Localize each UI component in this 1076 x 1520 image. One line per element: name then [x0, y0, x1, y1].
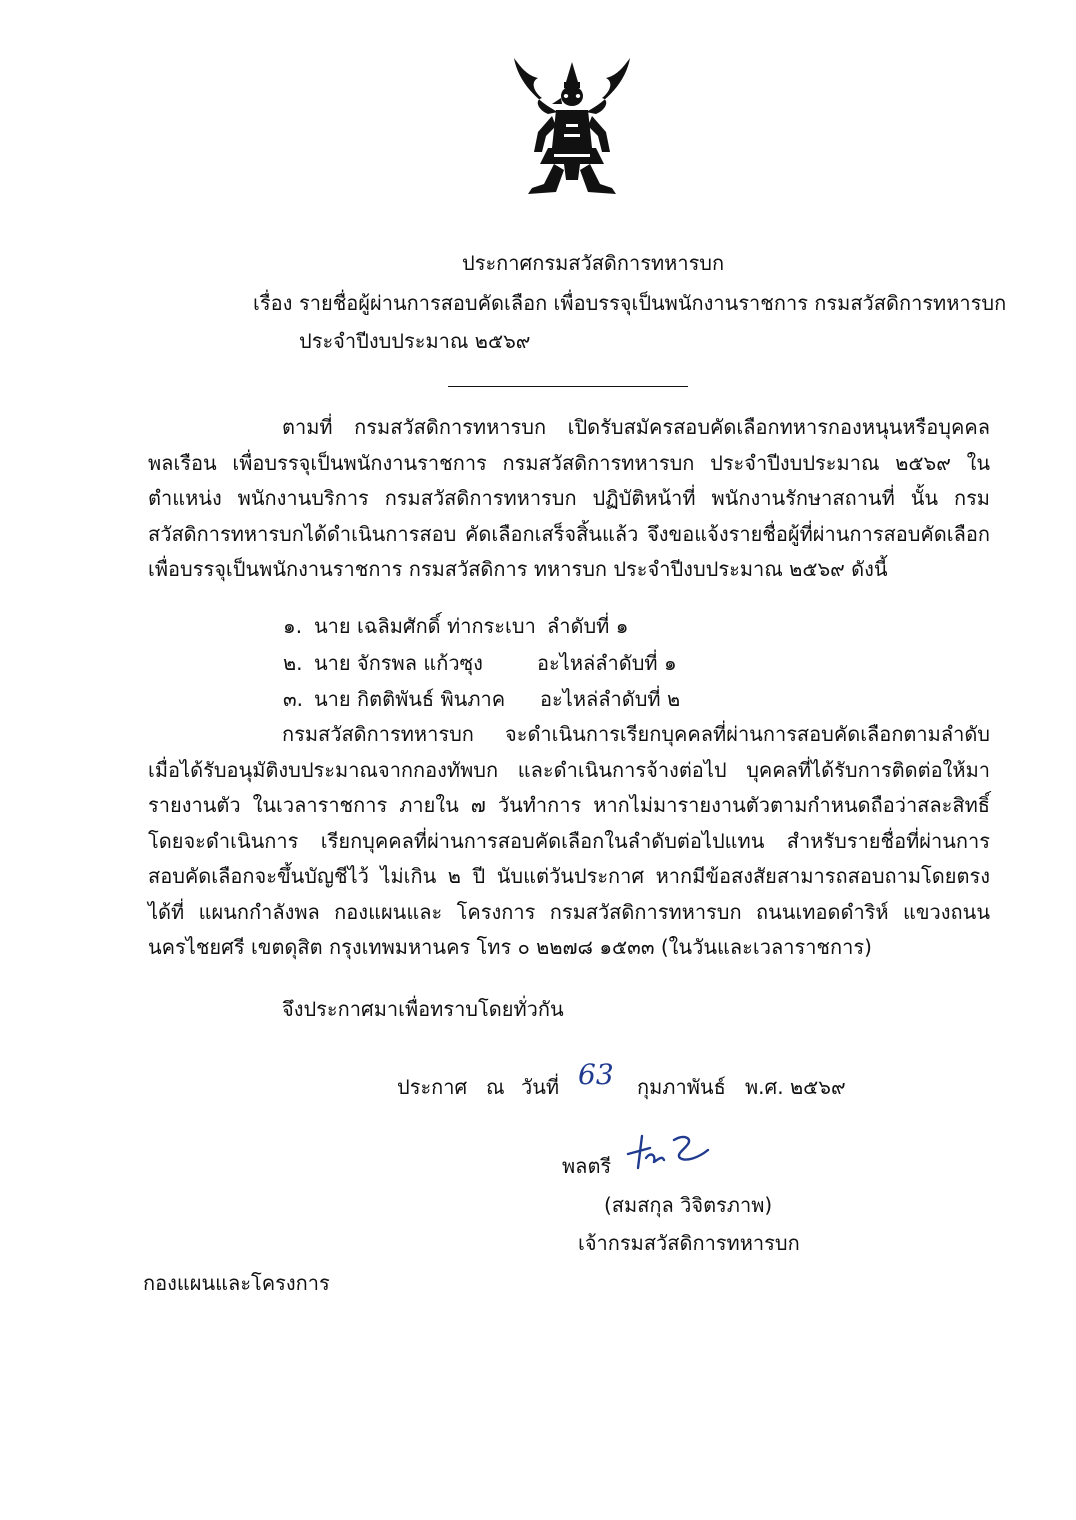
heading-divider [448, 386, 688, 387]
body-paragraph-1: ตามที่ กรมสวัสดิการทหารบก เปิดรับสมัครสอบคัดเลือกทหารกองหนุนหรือบุคคลพลเรือน เพื่อบรรจุเป็นพนักงานราชการ กรมสวัสดิการทหารบก ประจำปีงบประมาณ ๒๕๖๙ ในตำแหน่ง พนักงานบริการ กรมสวัสดิการทหารบก ปฏิบัติหน้าที่ พนักงานรักษาสถานที่ นั้น กรมสวัสดิการทหารบกได้ดำเนินการสอบ คัดเลือกเสร็จสิ้นแล้ว จึงขอแจ้งรายชื่อผู้ที่ผ่านการสอบคัดเลือก เพื่อบรรจุเป็นพนักงานราชการ กรมสวัสดิการ ทหารบก ประจำปีงบประมาณ ๒๕๖๙ ดังนี้ [148, 415, 990, 581]
closing-line: จึงประกาศมาเพื่อทราบโดยทั่วกัน [282, 997, 564, 1021]
signatory-position: เจ้ากรมสวัสดิการทหารบก [578, 1231, 800, 1255]
candidate-1-rank: ลำดับที่ ๑ [547, 614, 629, 638]
announce-prefix: ประกาศ [397, 1075, 468, 1099]
candidate-1-name: นาย เฉลิมศักดิ์ ท่ากระเบา [314, 614, 536, 638]
candidate-1-number: ๑. [283, 614, 303, 638]
signatory-name: (สมสกุล วิจิตรภาพ) [604, 1193, 773, 1217]
handwritten-signature [622, 1128, 714, 1174]
date-year: พ.ศ. ๒๕๖๙ [745, 1075, 846, 1099]
handwritten-day: 63 [578, 1058, 614, 1091]
date-month: กุมภาพันธ์ [637, 1075, 726, 1099]
candidate-3-rank: อะไหล่ลำดับที่ ๒ [540, 687, 681, 711]
candidate-2-name: นาย จักรพล แก้วซุง [314, 651, 483, 675]
subject-label: เรื่อง [253, 291, 293, 315]
announce-at: ณ [486, 1075, 505, 1099]
date-label: วันที่ [521, 1075, 560, 1099]
announcement-title: ประกาศกรมสวัสดิการทหารบก [462, 251, 725, 275]
candidate-3-name: นาย กิตติพันธ์ พินภาค [314, 687, 506, 711]
candidate-3-number: ๓. [283, 687, 304, 711]
subject-line-2: ประจำปีงบประมาณ ๒๕๖๙ [299, 329, 531, 353]
candidate-2-number: ๒. [283, 651, 303, 675]
subject-line-1: รายชื่อผู้ผ่านการสอบคัดเลือก เพื่อบรรจุเป็นพนักงานราชการ กรมสวัสดิการทหารบก [299, 291, 1007, 315]
body-paragraph-2: กรมสวัสดิการทหารบก จะดำเนินการเรียกบุคคลที่ผ่านการสอบคัดเลือกตามลำดับ เมื่อได้รับอนุมัติงบประมาณจากกองทัพบก และดำเนินการจ้างต่อไป บุคคลที่ได้รับการติดต่อให้มารายงานตัว ในเวลาราชการ ภายใน ๗ วันทำการ หากไม่มารายงานตัวตามกำหนดถือว่าสละสิทธิ์ โดยจะดำเนินการ เรียกบุคคลที่ผ่านการสอบคัดเลือกในลำดับต่อไปแทน สำหรับรายชื่อที่ผ่านการสอบคัดเลือกจะขึ้นบัญชีไว้ ไม่เกิน ๒ ปี นับแต่วันประกาศ หากมีข้อสงสัยสามารถสอบถามโดยตรงได้ที่ แผนกกำลังพล กองแผนและ โครงการ กรมสวัสดิการทหารบก ถนนเทอดดำริห์ แขวงถนนนครไชยศรี เขตดุสิต กรุงเทพมหานคร โทร ๐ ๒๒๗๘ ๑๕๓๓ (ในวันและเวลาราชการ) [148, 722, 990, 959]
candidate-2-rank: อะไหล่ลำดับที่ ๑ [537, 651, 677, 675]
issuing-department: กองแผนและโครงการ [143, 1271, 330, 1295]
signatory-rank: พลตรี [562, 1154, 612, 1178]
garuda-emblem-icon [508, 52, 636, 200]
